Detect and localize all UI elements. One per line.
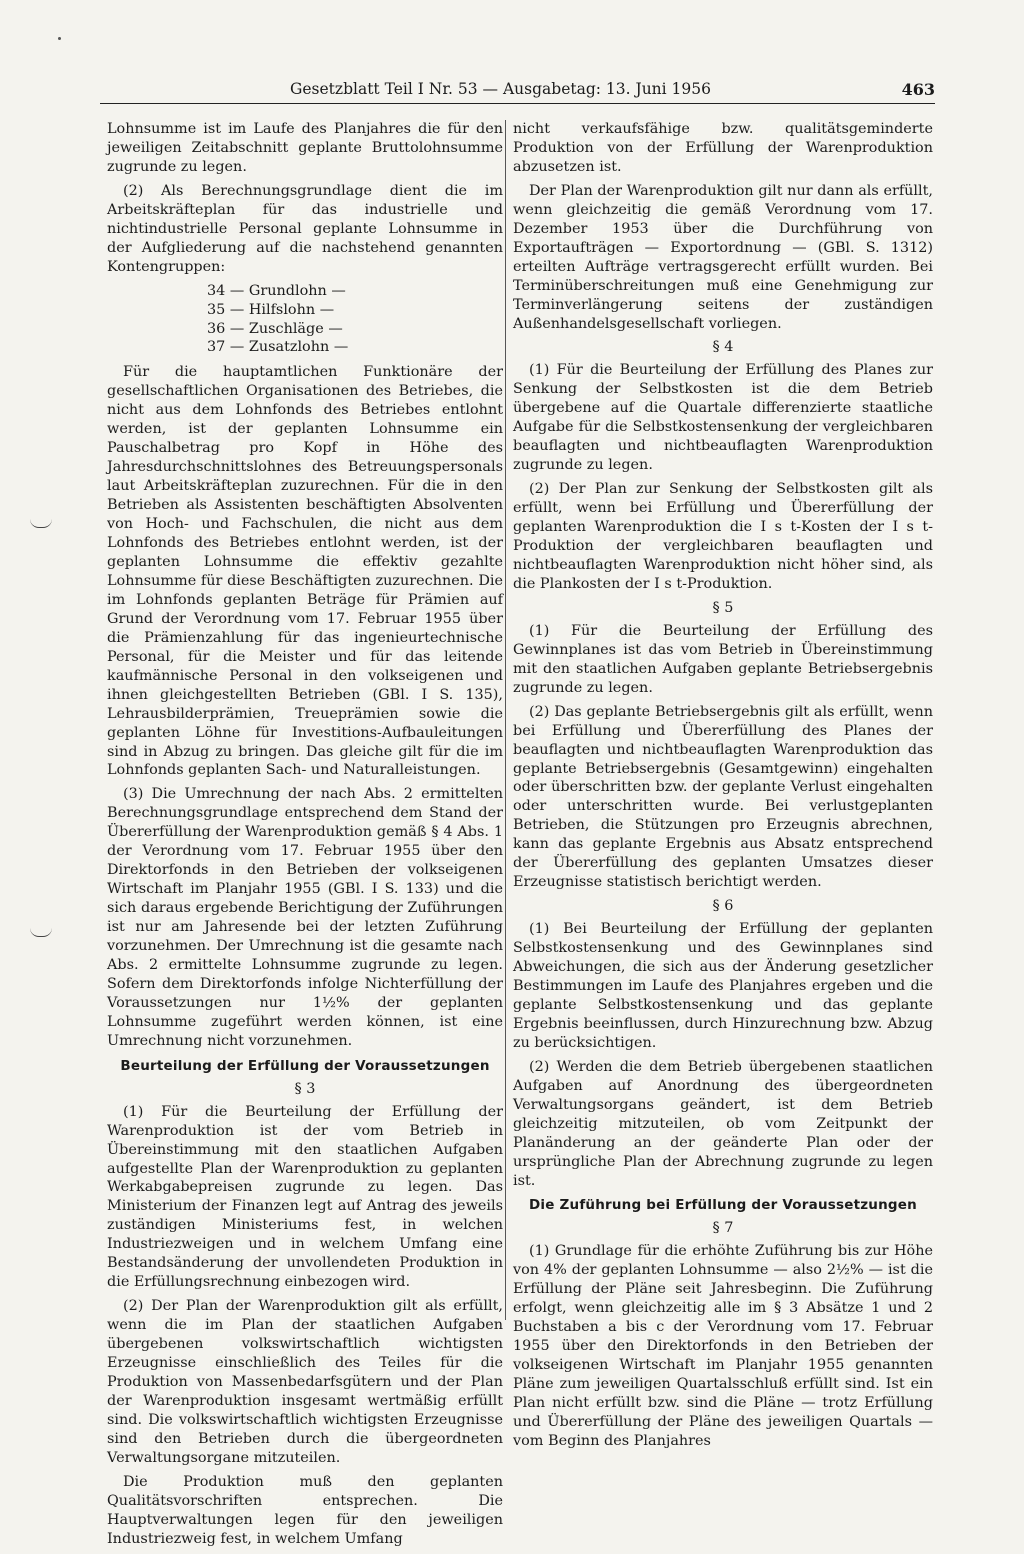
account-group-list [107, 282, 503, 358]
section-number: § 5 [712, 599, 734, 616]
column-divider [505, 120, 506, 1320]
right-column [513, 120, 933, 1456]
scan-speck [58, 37, 61, 40]
paragraph: nicht verkaufsfähige bzw. qualitätsgeminderte Produktion von der Erfüllung der Warenproduktion abzusetzen ist. [513, 121, 933, 175]
header-rule [100, 103, 935, 104]
header-title: Gesetzblatt Teil I Nr. 53 — Ausgabetag: 13. Juni 1956 [290, 80, 711, 98]
page-header [100, 80, 935, 110]
margin-mark [30, 928, 52, 937]
paragraph: (1) Bei Beurteilung der Erfüllung der geplanten Selbstkostensenkung und des Gewinnplanes sind Abweichungen, die sich aus der Änderung gesetzlicher Bestimmungen im Laufe des Planjahres ergeben und die geplante Selbstkostensenkung und das geplante Ergebnis beeinflussen, durch Hinzurechnung bzw. Abzug zu berücksichtigen. [513, 921, 933, 1051]
paragraph: Die Produktion muß den geplanten Qualitätsvorschriften entsprechen. Die Hauptverwaltungen legen für den jeweiligen Industriezweig fest, in welchem Umfang [107, 1473, 503, 1547]
section-heading: Beurteilung der Erfüllung der Voraussetzungen [120, 1057, 490, 1074]
paragraph: (2) Als Berechnungsgrundlage dient die im Arbeitskräfteplan für das industrielle und nichtindustrielle Personal geplante Lohnsumme in der Aufgliederung auf die nachstehend genannten Kontengruppen: [107, 182, 503, 275]
list-item: 35 — Hilfslohn — [207, 301, 335, 318]
paragraph: (2) Der Plan zur Senkung der Selbstkosten gilt als erfüllt, wenn bei Erfüllung und Übererfüllung der geplanten Warenproduktion die I s t-Kosten der I s t-Produktion der vergleichbaren beauflagten und nichtbeauflagten Warenproduktion nicht höher sind, als die Plankosten der I s t-Produktion. [513, 481, 933, 592]
margin-mark [30, 519, 52, 528]
page-number: 463 [901, 80, 935, 99]
section-number: § 7 [712, 1220, 734, 1237]
paragraph: (1) Für die Beurteilung der Erfüllung der Warenproduktion ist der vom Betrieb in Übereinstimmung mit den staatlichen Aufgaben aufgestellte Plan der Warenproduktion zu geplanten Werkabgabepreisen zugrunde zu legen. Das Ministerium der Finanzen legt auf Antrag des jeweils zuständigen Ministeriums fest, in welchen Industriezweigen und in welchem Umfang eine Bestandsänderung der unvollendeten Produktion in die Erfüllungsrechnung einbezogen wird. [107, 1103, 503, 1291]
paragraph: (2) Der Plan der Warenproduktion gilt als erfüllt, wenn die im Plan der staatlichen Aufgaben übergebenen volkswirtschaftlich wichtigsten Erzeugnisse einschließlich des Teiles für die Produktion von Massenbedarfsgütern und der Plan der Warenproduktion insgesamt wertmäßig erfüllt sind. Die volkswirtschaftlich wichtigsten Erzeugnisse sind den Betrieben durch die übergeordneten Verwaltungsorgane mitzuteilen. [107, 1298, 503, 1466]
paragraph: (1) Für die Beurteilung der Erfüllung des Planes zur Senkung der Selbstkosten ist die dem Betrieb übergebene auf die Quartale differenzierte staatliche Aufgabe für die Selbstkostensenkung der vergleichbaren beauflagten und nichtbeauflagten Warenproduktion zugrunde zu legen. [513, 362, 933, 474]
list-item: 36 — Zuschläge — [207, 320, 343, 337]
section-heading: Die Zuführung bei Erfüllung der Voraussetzungen [529, 1197, 917, 1214]
section-number: § 4 [712, 339, 734, 356]
paragraph: (1) Grundlage für die erhöhte Zuführung bis zur Höhe von 4% der geplanten Lohnsumme — also 2½% — ist die Erfüllung der Pläne seit Jahresbeginn. Die Zuführung erfolgt, wenn gleichzeitig alle im § 3 Absätze 1 und 2 Buchstaben a bis c der Verordnung vom 17. Februar 1955 über den Direktorfonds in den Betrieben der volkseigenen Wirtschaft im Planjahr 1955 genannten Pläne zum jeweiligen Quartalsschluß erfüllt sind. Ist ein Plan nicht erfüllt bzw. sind die Pläne — trotz Erfüllung und Übererfüllung der Pläne des jeweiligen Quartals — vom Beginn des Planjahres [513, 1243, 933, 1449]
paragraph: (3) Die Umrechnung der nach Abs. 2 ermittelten Berechnungsgrundlage entsprechend dem Stand der Übererfüllung der Warenproduktion gemäß § 4 Abs. 1 der Verordnung vom 17. Februar 1955 über den Direktorfonds in den Betrieben der volkseigenen Wirtschaft im Planjahr 1955 (GBl. I S. 133) und die sich daraus ergebende Berichtigung der Zuführungen ist nur am Jahresende bei der letzten Zuführung vorzunehmen. Der Umrechnung ist die gesamte nach Abs. 2 ermittelte Lohnsumme zugrunde zu legen. Sofern dem Direktorfonds infolge Nichterfüllung der Voraussetzungen nur 1½% der geplanten Lohnsumme zugeführt werden können, ist eine Umrechnung nicht vorzunehmen. [107, 786, 503, 1049]
list-item: 37 — Zusatzlohn — [207, 339, 349, 356]
paragraph: (2) Werden die dem Betrieb übergebenen staatlichen Aufgaben auf Anordnung des übergeordneten Verwaltungsorgans geändert, ist dem Betrieb gleichzeitig mitzuteilen, ob vom Zeitpunkt der Planänderung an der geänderte Plan oder der ursprüngliche Plan der Abrechnung zugrunde zu legen ist. [513, 1058, 933, 1189]
section-number: § 6 [712, 898, 734, 915]
paragraph: Lohnsumme ist im Laufe des Planjahres die für den jeweiligen Zeitabschnitt geplante Bruttolohnsumme zugrunde zu legen. [107, 121, 503, 175]
list-item: 34 — Grundlohn — [207, 282, 346, 299]
paragraph: (1) Für die Beurteilung der Erfüllung des Gewinnplanes ist das vom Betrieb in Übereinstimmung mit den staatlichen Aufgaben geplante Betriebsergebnis zugrunde zu legen. [513, 622, 933, 696]
paragraph: Der Plan der Warenproduktion gilt nur dann als erfüllt, wenn gleichzeitig die gemäß Verordnung vom 17. Dezember 1953 über die Durchführung von Exportaufträgen — Exportordnung — (GBl. S. 1312) erteilten Aufträge vertragsgerecht erfüllt wurden. Bei Terminüberschreitungen muß eine Genehmigung zur Terminverlängerung seitens der zuständigen Außenhandelsgesellschaft vorliegen. [513, 182, 933, 332]
left-column [107, 120, 503, 1554]
paragraph: (2) Das geplante Betriebsergebnis gilt als erfüllt, wenn bei Erfüllung und Übererfüllung des Planes der beauflagten und nichtbeauflagten Warenproduktion das geplante Betriebsergebnis (Gesamtgewinn) eingehalten oder überschritten bzw. der geplante Verlust eingehalten oder unterschritten wurde. Bei verlustgeplanten Betrieben, die Stützungen pro Erzeugnis abrechnen, kann das geplante Ergebnis aus Absatz entsprechend der Übererfüllung des geplanten Umsatzes dieser Erzeugnisse statistisch berichtigt werden. [513, 703, 933, 891]
paragraph: Für die hauptamtlichen Funktionäre der gesellschaftlichen Organisationen des Betriebes, die nicht aus dem Lohnfonds des Betriebes entlohnt werden, ist der geplanten Lohnsumme ein Pauschalbetrag pro Kopf in Höhe des Jahresdurchschnittslohnes des Betreuungspersonals laut Arbeitskräfteplan zuzurechnen. Für die in den Betrieben als Assistenten beschäftigten Absolventen von Hoch- und Fachschulen, die nicht aus dem Lohnfonds des Betriebes entlohnt werden, ist der geplanten Lohnsumme die effektiv gezahlte Lohnsumme für diese Beschäftigten zuzurechnen. Die im Lohnfonds geplanten Beträge für Prämien auf Grund der Verordnung vom 17. Februar 1955 über die Prämienzahlung für das ingenieurtechnische Personal, für die Meister und für das leitende kaufmännische Personal in den volkseigenen und ihnen gleichgestellten Betrieben (GBl. I S. 135), Lehrausbilderprämien, Treueprämien sowie die geplanten Löhne für Investitions-Aufbauleitungen sind in Abzug zu bringen. Das gleiche gilt für die im Lohnfonds geplanten Sach- und Naturalleistungen. [107, 364, 503, 779]
section-number: § 3 [294, 1080, 316, 1097]
